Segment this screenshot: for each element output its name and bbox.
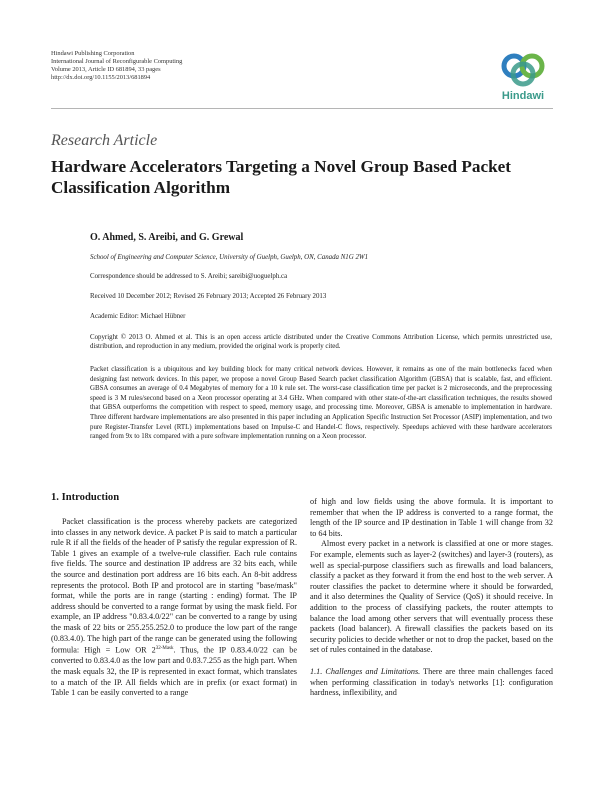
academic-editor: Academic Editor: Michael Hübner	[90, 313, 186, 320]
intro-paragraph-continued: of high and low fields using the above formula. It is important to remember that when the IP address is converted to a range format, the length of the IP source and IP destination in Table 1 will change from 32 to 64 bits.	[310, 497, 553, 538]
intro-text-part-1: Packet classification is the process whereby packets are categorized into classes in any network device. A packet P is said to match a particular rule R if all the fields of the header of P satisfy the regular expression of R. Table 1 gives an example of a twelve-rule classifier. Each rule contains five fields. The source and destination IP address are 32 bits each, while the source and destination port address are 16 bits each. An 8-bit address represents the protocol. Both IP and protocol are in starting "base/mask" format, while the ports are in range (starting : ending) format. The IP address should be converted to a range format by using the mask field. For example, an IP address "0.83.4.0/22" can be converted to a range by using the mask of 22 bits or 255.255.252.0 to produce the low part of the range (0.83.4.0). The high part of the range can be generated using the following formula: High = Low OR 2	[51, 517, 297, 655]
publisher: Hindawi Publishing Corporation	[51, 50, 135, 57]
abstract: Packet classification is a ubiquitous and key building block for many critical network devices. However, it remains as one of the main bottlenecks faced when designing fast network devices. In this paper, we propose a novel Group Based Search packet classification Algorithm (GBSA) that is scalable, fast, and efficient. GBSA consumes an average of 0.4 Megabytes of memory for a 10 k rule set. The worst-case classification time per packet is 2 microseconds, and the preprocessing speed is 3 M rules/second based on a Xeon processor operating at 3.4 GHz. When compared with other state-of-the-art classification techniques, the results showed that GBSA outperforms the competition with respect to speed, memory usage, and processing time. Moreover, GBSA is amenable to implementation in hardware. Three different hardware implementations are also presented in this paper including an Application Specific Instruction Set Processor (ASIP) implementation, and two pure Register-Transfer Level (RTL) implementations based on Impulse-C and Handel-C flows, respectively. Speedups achieved with these hardware accelerators ranged from 9x to 18x compared with a pure software implementation running on a Xeon processor.	[90, 366, 552, 441]
subsection-heading-challenges: 1.1. Challenges and Limitations.	[310, 666, 421, 676]
copyright-notice: Copyright © 2013 O. Ahmed et al. This is an open access article distributed under the Creative Commons Attribution License, which permits unrestricted use, distribution, and reproduction in any medium, provided the original work is properly cited.	[90, 334, 552, 351]
doi-link[interactable]: http://dx.doi.org/10.1155/2013/681894	[51, 74, 151, 81]
article-title: Hardware Accelerators Targeting a Novel Group Based Packet Classification Algorithm	[51, 157, 512, 197]
affiliation: School of Engineering and Computer Science, University of Guelph, Guelph, ON, Canada N1G 2W1	[90, 254, 369, 261]
journal-name: International Journal of Reconfigurable Computing	[51, 58, 183, 65]
challenges-text: There are three main challenges faced when performing classification in today's networks [1]: configuration hardness, inflexibility, and	[310, 666, 553, 698]
intro-text-part-2: . Thus, the IP 0.83.4.0/22 can be converted to 0.83.4.0 as the low part and 0.83.7.255 as the high part. When the mask equals 32, the IP is represented in exact format, which translates to a match of the IP. All fields which are in prefix (or exact format) in Table 1 can be easily converted to a range	[51, 645, 297, 698]
left-column	[51, 517, 297, 699]
header-divider	[51, 108, 553, 109]
mask-superscript: 32-Mask	[155, 646, 174, 652]
article-type: Research Article	[51, 132, 158, 149]
hindawi-logo-text: Hindawi	[501, 90, 545, 102]
intro-paragraph-2: Almost every packet in a network is classified at one or more stages. For example, elements such as layer-2 (switches) and layer-3 (routers), as well as special-purpose classifiers such as firewalls and load balancers, classify a packet as they forward it from the end host to the web server. A router classifies the packet to determine where it should be forwarded, and it also determines the Quality of Service (QoS) it should receive. In addition to the process of classifying packets, the router attempts to balance the load among other servers that will eventually process these packets (load balancer). A firewall classifies the packets based on its security policies to decide whether or not to drop the packet, based on the set of rules contained in the database.	[310, 539, 553, 655]
right-column	[310, 497, 553, 699]
authors: O. Ahmed, S. Areibi, and G. Grewal	[90, 232, 244, 243]
journal-header	[51, 50, 182, 82]
volume-info: Volume 2013, Article ID 681894, 33 pages	[51, 66, 161, 73]
intro-paragraph-1	[51, 517, 297, 699]
article-dates: Received 10 December 2012; Revised 26 February 2013; Accepted 26 February 2013	[90, 293, 327, 300]
correspondence: Correspondence should be addressed to S. Areibi; sareibi@uoguelph.ca	[90, 273, 288, 280]
section-heading-introduction: 1. Introduction	[51, 492, 120, 503]
challenges-paragraph	[310, 667, 553, 699]
